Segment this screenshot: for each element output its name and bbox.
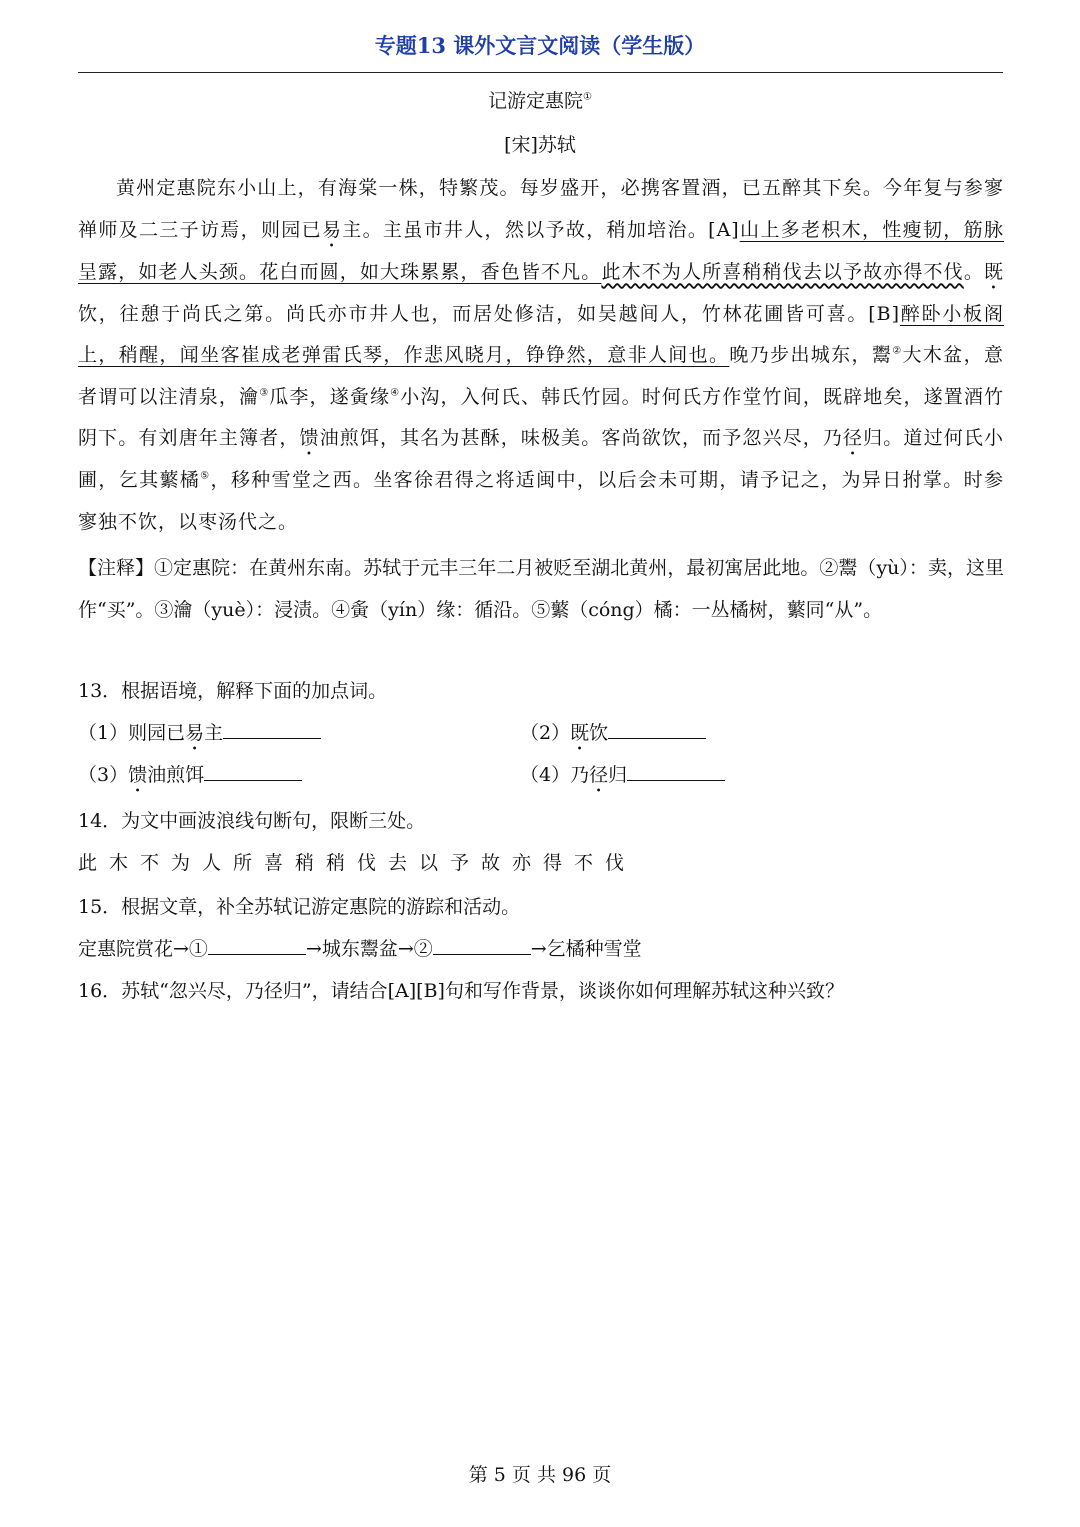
page-header-title: 专题13 课外文言文阅读（学生版） [374, 33, 706, 58]
sentence-b-underlined: 醉卧小板阁上，稍醒，闻坐客崔成老弹雷氏琴，作悲风晓月，铮铮然，意非人间也。 [78, 302, 1004, 366]
question-13: 13．根据语境，解释下面的加点词。 [78, 680, 388, 702]
dotted-word-kui: 馈 [299, 427, 320, 449]
footnote-mark-4: ④ [390, 387, 401, 399]
article-author: [宋]苏轼 [504, 134, 576, 156]
answer-blank[interactable] [204, 762, 302, 781]
answer-blank-1[interactable] [208, 936, 306, 955]
footnote-mark-2: ② [892, 345, 903, 357]
question-13-2: （2）既饮 [520, 718, 706, 755]
question-14-sentence: 此木不为人所喜稍稍伐去以予故亦得不伐 [78, 852, 637, 874]
answer-blank[interactable] [223, 720, 321, 739]
dotted-word-yi: 易 [321, 218, 343, 241]
dotted-word-jing: 径 [843, 427, 864, 449]
footnote-mark-3: ③ [259, 387, 270, 399]
answer-blank[interactable] [608, 720, 706, 739]
wavy-underlined-sentence: 此木不为人所喜稍稍伐去以予故亦得不伐 [601, 260, 964, 283]
dotted-word: 径 [589, 764, 609, 786]
sentence-a-mark: [A] [708, 218, 740, 241]
footnote-mark-5: ⑤ [200, 470, 211, 482]
question-15-route: 定惠院赏花→① →城东鬻盆→② →乞橘种雪堂 [78, 938, 642, 960]
sentence-a-underlined: 山上多老枳木，性瘦韧，筋脉呈露，如老人头颈。花白而圆，如大珠累累，香色皆不凡。 [78, 218, 1004, 283]
article-title: 记游定惠院① [488, 90, 592, 112]
dotted-word: 既 [570, 722, 590, 744]
header-divider [78, 72, 1003, 73]
annotation-notes [78, 548, 1004, 631]
question-16: 16．苏轼“忽兴尽，乃径归”，请结合[A][B]句和写作背景，谈谈你如何理解苏轼这种兴致？ [78, 980, 844, 1002]
sentence-b-mark: [B] [868, 302, 900, 325]
page-footer-number: 第 5 页 共 96 页 [468, 1464, 612, 1486]
question-13-3: （3）馈油煎饵 [78, 760, 302, 797]
answer-blank-2[interactable] [433, 936, 531, 955]
notes-text: ①定惠院：在黄州东南。苏轼于元丰三年二月被贬至湖北黄州，最初寓居此地。②鬻（yù）：卖，这里作“买”。③瀹（yuè）：浸渍。④夤（yín）缘：循沿。⑤蘩（cóng）橘：一丛橘树，蘩同“从”。 [78, 557, 1004, 621]
dotted-word-ji: 既 [983, 260, 1004, 283]
title-footnote-mark: ① [583, 91, 592, 103]
question-13-1: （1）则园已易主 [78, 718, 321, 755]
answer-blank[interactable] [627, 762, 725, 781]
notes-label: 【注释】 [78, 557, 155, 579]
dotted-word: 馈 [128, 764, 148, 786]
question-14: 14．为文中画波浪线句断句，限断三处。 [78, 810, 426, 832]
passage-paragraph: 黄州定惠院东小山上，有海棠一株，特繁茂。每岁盛开，必携客置酒，已五醉其下矣。今年复与参寥禅师及二三子访焉，则园已易主。主虽市井人，然以予故，稍加培治。[A]山上多老枳木，性瘦韧，筋脉呈露，如老人头颈。花白而圆，如大珠累累，香色皆不凡。此木不为人所喜稍稍伐去以予故亦得不伐。既饮，往憩于尚氏之第。尚氏亦市井人也，而居处修洁，如吴越间人，竹林花圃皆可喜。[B]醉卧小板阁上，稍醒，闻坐客崔成老弹雷氏琴，作悲风晓月，铮铮然，意非人间也。晚乃步出城东，鬻②大木盆，意者谓可以注清泉，瀹③瓜李，遂夤缘④小沟，入何氏、韩氏竹园。时何氏方作堂竹间，既辟地矣，遂置酒竹阴下。有刘唐年主簿者，馈油煎饵，其名为甚酥，味极美。客尚欲饮，而予忽兴尽，乃径归。道过何氏小圃，乞其蘩橘⑤，移种雪堂之西。坐客徐君得之将适闽中，以后会未可期，请予记之，为异日拊掌。时参寥独不饮，以枣汤代之。 [78, 177, 1004, 533]
question-13-4: （4）乃径归 [520, 760, 725, 797]
question-15: 15．根据文章，补全苏轼记游定惠院的游踪和活动。 [78, 896, 521, 918]
dotted-word: 易 [185, 722, 205, 744]
passage [78, 168, 1004, 543]
